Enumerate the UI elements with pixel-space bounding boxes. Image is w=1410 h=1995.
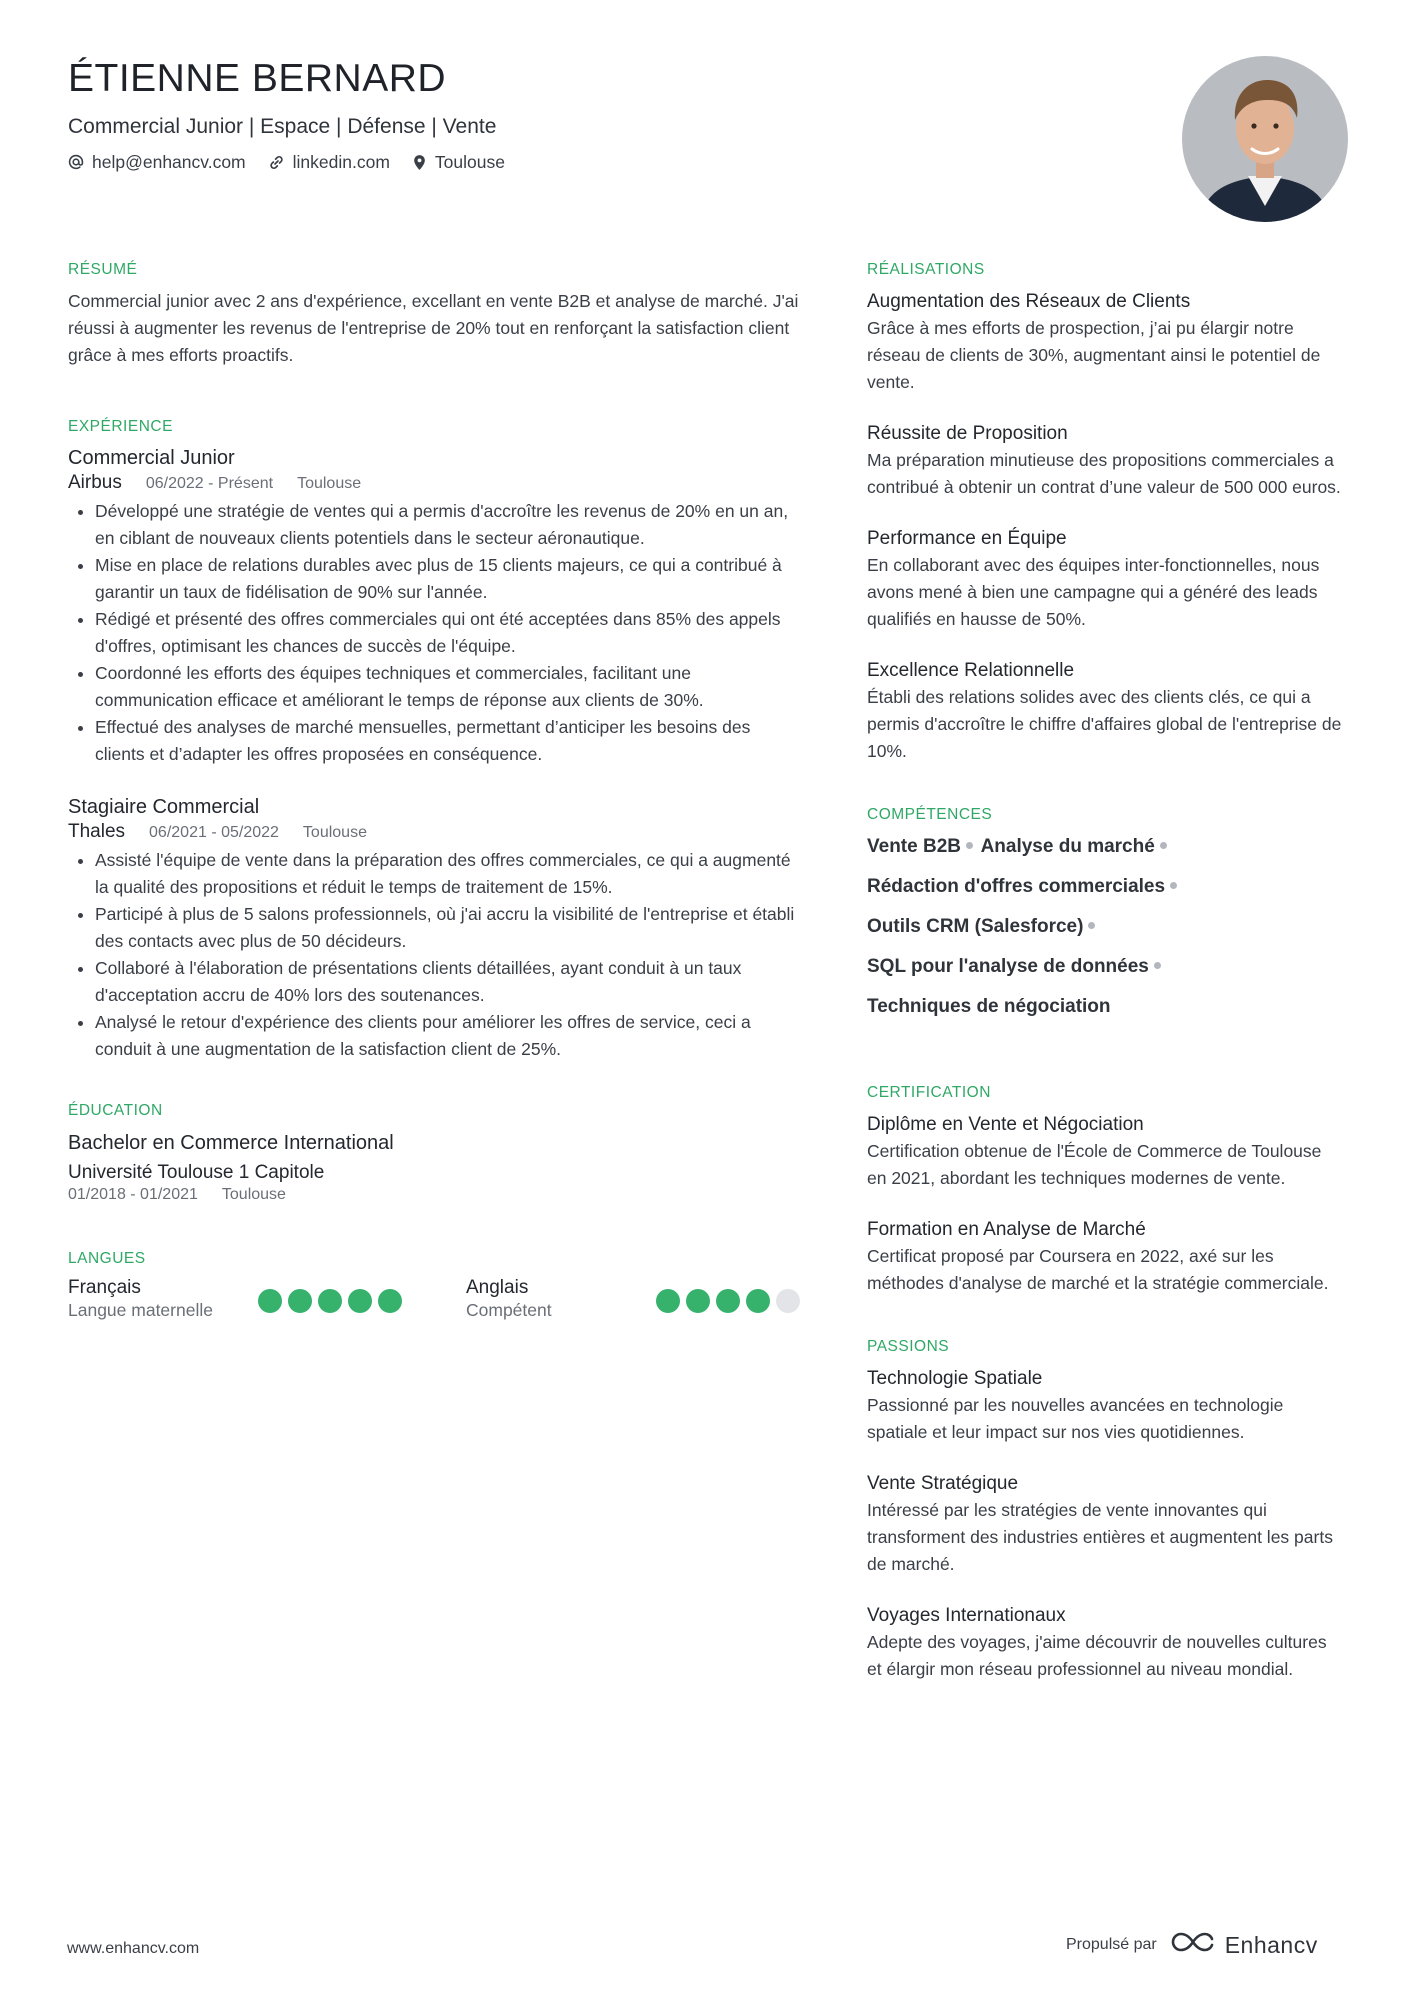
job-bullets <box>68 847 800 1063</box>
education-location: Toulouse <box>221 1186 286 1203</box>
job-bullets <box>68 498 800 768</box>
job-bullet: • Analysé le retour d'expérience des clients pour améliorer les offres de service, ceci a conduit à une augmentation de la satisfaction client de 25%. <box>95 1009 800 1063</box>
job-bullet: • Mise en place de relations durables avec plus de 15 clients majeurs, ce qui a contribué à garantir un taux de fidélisation de 90% sur l'année. <box>95 552 800 606</box>
achievement-item <box>867 288 1342 396</box>
skill-tag: Rédaction d'offres commerciales <box>867 876 1166 897</box>
header <box>68 56 1068 174</box>
skill-tag: Analyse du marché <box>980 836 1155 857</box>
language-rating <box>656 1289 800 1321</box>
language-name: Anglais <box>466 1277 529 1298</box>
passion-title: Voyages Internationaux <box>867 1605 1066 1626</box>
summary-section <box>68 258 800 369</box>
job-meta <box>68 820 800 845</box>
job-bullet: • Assisté l'équipe de vente dans la préparation des offres commerciales, ce qui a augmenté la qualité des propositions et réduit le temps de traitement de 15%. <box>95 847 800 901</box>
rating-dot <box>348 1289 372 1313</box>
job-entry <box>68 445 800 768</box>
certification-title: Formation en Analyse de Marché <box>867 1219 1146 1240</box>
right-column <box>867 258 1342 1729</box>
skill-row <box>867 913 1342 941</box>
job-location: Toulouse <box>302 824 367 841</box>
location-pin-icon <box>412 154 427 171</box>
language-text <box>466 1277 552 1321</box>
job-company: Airbus <box>68 472 122 493</box>
job-title: Commercial Junior <box>68 447 235 469</box>
achievement-text: En collaborant avec des équipes inter-fonctionnelles, nous avons mené à bien une campagne qui a généré des leads qualifiés en hausse de 50%. <box>867 555 1320 629</box>
rating-dot <box>716 1289 740 1313</box>
achievement-title: Augmentation des Réseaux de Clients <box>867 291 1191 312</box>
skill-row <box>867 833 1342 861</box>
job-bullet: • Développé une stratégie de ventes qui a permis d'accroître les revenus de 20% en un an, en ciblant de nouveaux clients potentiels dans le secteur aéronautique. <box>95 498 800 552</box>
footer-branding <box>1066 1930 1318 1960</box>
language-item <box>68 1277 402 1321</box>
enhancv-logo[interactable] <box>1171 1930 1318 1960</box>
achievement-item <box>867 525 1342 633</box>
summary-text: Commercial junior avec 2 ans d'expérience, excellant en vente B2B et analyse de marché. J'ai réussi à augmenter les revenus de l'entreprise de 20% tout en renforçant la satisfaction client grâce à mes efforts proactifs. <box>68 291 799 365</box>
rating-dot <box>288 1289 312 1313</box>
achievements-section <box>867 258 1342 765</box>
skill-row <box>867 953 1342 981</box>
job-dates: 06/2022 - Présent <box>145 475 274 492</box>
passion-title: Vente Stratégique <box>867 1473 1019 1494</box>
link-icon <box>268 154 285 171</box>
language-name: Français <box>68 1277 141 1298</box>
language-level: Langue maternelle <box>68 1300 213 1320</box>
skill-separator-dot <box>1154 962 1161 969</box>
rating-dot <box>258 1289 282 1313</box>
candidate-name: ÉTIENNE BERNARD <box>68 57 447 100</box>
certification-text: Certificat proposé par Coursera en 2022, axé sur les méthodes d'analyse de marché et la stratégie commerciale. <box>867 1246 1329 1293</box>
experience-section <box>68 415 800 1063</box>
education-section <box>68 1099 800 1205</box>
achievements-heading: RÉALISATIONS <box>867 261 985 278</box>
language-item <box>466 1277 800 1321</box>
job-dates: 06/2021 - 05/2022 <box>149 824 279 841</box>
certification-section <box>867 1081 1342 1297</box>
at-icon <box>68 154 84 170</box>
summary-heading: RÉSUMÉ <box>68 261 138 278</box>
skill-row <box>867 993 1342 1021</box>
linkedin-text: linkedin.com <box>292 152 390 172</box>
education-meta <box>68 1185 800 1205</box>
contact-email[interactable] <box>68 150 246 174</box>
contact-linkedin[interactable] <box>268 150 390 174</box>
job-bullet: • Effectué des analyses de marché mensuelles, permettant d’anticiper les besoins des clients et d’adapter les offres proposées en conséquence. <box>95 714 800 768</box>
achievement-item <box>867 657 1342 765</box>
skill-row <box>867 873 1342 901</box>
education-dates: 01/2018 - 01/2021 <box>68 1186 198 1203</box>
languages-heading: LANGUES <box>68 1250 146 1267</box>
passion-text: Adepte des voyages, j'aime découvrir de nouvelles cultures et élargir mon réseau professionnel au niveau mondial. <box>867 1632 1327 1679</box>
job-company: Thales <box>68 821 126 842</box>
skills-section <box>867 803 1342 1021</box>
passion-item <box>867 1365 1342 1446</box>
rating-dot <box>746 1289 770 1313</box>
contact-location <box>412 150 505 174</box>
skill-tag: Vente B2B <box>867 836 961 857</box>
rating-dot <box>318 1289 342 1313</box>
education-degree: Bachelor en Commerce International <box>68 1132 394 1154</box>
passion-text: Intéressé par les stratégies de vente innovantes qui transforment des industries entières et augmentent les parts de marché. <box>867 1500 1333 1574</box>
certification-item <box>867 1111 1342 1192</box>
achievement-text: Grâce à mes efforts de prospection, j’ai pu élargir notre réseau de clients de 30%, augmentant ainsi le potentiel de vente. <box>867 318 1321 392</box>
skills-list <box>867 833 1342 1021</box>
profile-photo <box>1182 56 1348 222</box>
passions-heading: PASSIONS <box>867 1338 950 1355</box>
job-title: Stagiaire Commercial <box>68 796 260 818</box>
passion-item <box>867 1470 1342 1578</box>
rating-dot <box>656 1289 680 1313</box>
achievement-text: Ma préparation minutieuse des propositions commerciales a contribué à obtenir un contrat d’une valeur de 500 000 euros. <box>867 450 1341 497</box>
contact-bar <box>68 150 1068 174</box>
location-text: Toulouse <box>434 152 505 172</box>
job-entry <box>68 794 800 1063</box>
email-text: help@enhancv.com <box>92 152 246 172</box>
skill-tag: SQL pour l'analyse de données <box>867 956 1149 977</box>
achievement-title: Excellence Relationnelle <box>867 660 1075 681</box>
enhancv-logo-text: Enhancv <box>1224 1931 1318 1958</box>
certification-item <box>867 1216 1342 1297</box>
achievement-item <box>867 420 1342 501</box>
achievement-title: Réussite de Proposition <box>867 423 1068 444</box>
language-text <box>68 1277 213 1321</box>
skill-tag: Outils CRM (Salesforce) <box>867 916 1084 937</box>
job-meta <box>68 471 800 496</box>
passion-item <box>867 1602 1342 1683</box>
job-location: Toulouse <box>297 475 362 492</box>
achievement-title: Performance en Équipe <box>867 528 1067 549</box>
left-column <box>68 258 800 1367</box>
job-bullet: • Rédigé et présenté des offres commerciales qui ont été acceptées dans 85% des appels d'offres, optimisant les chances de succès de l'équipe. <box>95 606 800 660</box>
skill-separator-dot <box>1160 842 1167 849</box>
powered-by-text: Propulsé par <box>1066 1936 1157 1953</box>
certification-text: Certification obtenue de l'École de Commerce de Toulouse en 2021, abordant les techniques modernes de vente. <box>867 1141 1322 1188</box>
experience-heading: EXPÉRIENCE <box>68 418 173 435</box>
rating-dot <box>686 1289 710 1313</box>
language-rating <box>258 1289 402 1321</box>
education-heading: ÉDUCATION <box>68 1102 163 1119</box>
job-bullet: • Coordonné les efforts des équipes techniques et commerciales, facilitant une communication efficace et améliorant le temps de réponse aux clients de 30%. <box>95 660 800 714</box>
skills-heading: COMPÉTENCES <box>867 806 993 823</box>
passions-section <box>867 1335 1342 1683</box>
passion-title: Technologie Spatiale <box>867 1368 1043 1389</box>
skill-separator-dot <box>1088 922 1095 929</box>
education-school: Université Toulouse 1 Capitole <box>68 1162 325 1183</box>
languages-list <box>68 1277 800 1321</box>
job-bullet: • Participé à plus de 5 salons professionnels, où j'ai accru la visibilité de l'entreprise et établi des contacts avec plus de 50 décideurs. <box>95 901 800 955</box>
enhancv-logo-icon <box>1171 1930 1217 1960</box>
rating-dot <box>776 1289 800 1313</box>
skill-separator-dot <box>966 842 973 849</box>
language-level: Compétent <box>466 1300 552 1320</box>
certification-heading: CERTIFICATION <box>867 1084 991 1101</box>
skill-tag: Techniques de négociation <box>867 996 1111 1017</box>
rating-dot <box>378 1289 402 1313</box>
footer-website[interactable]: www.enhancv.com <box>67 1940 200 1957</box>
passion-text: Passionné par les nouvelles avancées en technologie spatiale et leur impact sur nos vies quotidiennes. <box>867 1395 1284 1442</box>
job-bullet: • Collaboré à l'élaboration de présentations clients détaillées, ayant conduit à un taux d'acceptation accru de 40% lors des soutenances. <box>95 955 800 1009</box>
candidate-title: Commercial Junior | Espace | Défense | Vente <box>68 115 497 138</box>
certification-title: Diplôme en Vente et Négociation <box>867 1114 1144 1135</box>
skill-separator-dot <box>1170 882 1177 889</box>
achievement-text: Établi des relations solides avec des clients clés, ce qui a permis d'accroître le chiffre d'affaires global de l'entreprise de 10%. <box>867 687 1342 761</box>
languages-section <box>68 1247 800 1321</box>
